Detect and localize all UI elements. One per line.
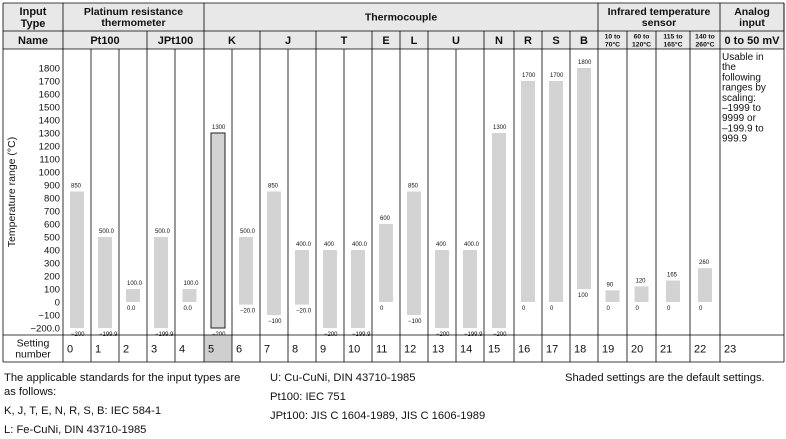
range-bar <box>407 192 421 316</box>
input-name: JPt100 <box>157 34 194 47</box>
bar-high-label: 400 <box>324 242 335 248</box>
range-bar <box>239 237 253 305</box>
standard-jpt100: JPt100: JIS C 1604-1989, JIS C 1606-1989 <box>270 410 486 422</box>
range-bar <box>606 290 620 302</box>
bar-low-label: −200 <box>71 332 85 338</box>
range-bar <box>463 250 477 328</box>
bar-high-label: 850 <box>268 183 279 190</box>
y-tick-label: 500 <box>43 232 60 244</box>
bar-high-label: 100.0 <box>183 281 199 287</box>
range-bar <box>267 192 281 316</box>
y-tick-label: 1300 <box>38 128 60 140</box>
bar-low-label: 0.0 <box>127 306 136 312</box>
bar-high-label: 1700 <box>522 73 536 79</box>
setting-number: 15 <box>488 343 501 356</box>
input-name: Pt100 <box>90 34 120 47</box>
setting-number: 18 <box>574 343 587 356</box>
analog-note-line: –199.9 to <box>722 123 764 135</box>
bar-high-label: 260 <box>699 260 710 267</box>
setting-number: 20 <box>631 343 644 356</box>
y-axis-label: Temperature range (°C) <box>6 136 18 248</box>
default-settings-note: Shaded settings are the default settings. <box>565 372 765 384</box>
bar-low-label: −100 <box>268 319 282 325</box>
standard-iec-584: K, J, T, E, N, R, S, B: IEC 584-1 <box>4 405 162 417</box>
analog-note-line: 999.9 <box>722 133 748 145</box>
input-type-label: Input <box>19 5 47 18</box>
range-bar <box>126 289 140 302</box>
y-tick-label: 800 <box>43 193 60 205</box>
bar-high-label: 500.0 <box>155 229 171 235</box>
bar-low-label: −199.9 <box>99 331 118 338</box>
bar-low-label: −200 <box>436 332 450 338</box>
name-label: Name <box>18 34 48 47</box>
analog-note-line: Usable in <box>722 52 764 63</box>
group-header: Analog <box>734 6 770 19</box>
setting-number: 2 <box>123 343 130 356</box>
bar-high-label: 1300 <box>493 125 507 131</box>
range-bar <box>295 250 309 305</box>
bar-low-label: −20.0 <box>296 308 312 315</box>
input-name: U <box>452 34 460 47</box>
setting-number: 6 <box>236 343 243 356</box>
input-name: 165°C <box>663 41 683 49</box>
bar-high-label: 1300 <box>212 125 226 131</box>
bar-low-label: −200 <box>324 332 338 338</box>
setting-number: 0 <box>67 343 74 356</box>
input-name: L <box>410 34 418 47</box>
input-name: B <box>580 34 588 47</box>
setting-number: 21 <box>660 343 673 356</box>
setting-number: 4 <box>179 343 186 356</box>
range-bar <box>351 250 365 328</box>
y-tick-label: 1200 <box>38 141 60 153</box>
range-bar-default <box>211 133 225 328</box>
y-tick-label: 1800 <box>38 63 60 75</box>
input-name: T <box>340 34 348 47</box>
input-name: 70°C <box>604 41 621 49</box>
analog-note-line: scaling: <box>722 92 756 104</box>
bar-high-label: 1800 <box>578 60 592 66</box>
bar-high-label: 400.0 <box>464 242 480 248</box>
range-bar <box>492 133 506 328</box>
bar-high-label: 500.0 <box>240 229 256 235</box>
analog-note-line: 9999 or <box>722 113 756 125</box>
y-tick-label: 1400 <box>38 115 60 127</box>
bar-high-label: 600 <box>380 216 391 222</box>
setting-number: 12 <box>404 343 417 356</box>
setting-number-label: number <box>15 348 51 361</box>
bar-low-label: 100 <box>578 293 589 299</box>
y-tick-label: 300 <box>43 258 60 270</box>
setting-number: 17 <box>546 343 559 356</box>
standards-intro: The applicable standards for the input types are as follows: <box>4 372 241 398</box>
bar-high-label: 400 <box>436 242 447 248</box>
bar-low-label: 0.0 <box>183 306 192 312</box>
input-type-label: Type <box>20 17 46 30</box>
bar-high-label: 1700 <box>550 73 564 79</box>
bar-low-label: −100 <box>408 319 422 325</box>
input-name: 10 to <box>604 33 621 41</box>
group-header: Infrared temperature <box>607 6 711 19</box>
range-bar <box>635 286 649 302</box>
bar-low-label: 0 <box>635 306 639 312</box>
input-name: 115 to <box>663 33 683 41</box>
setting-number: 16 <box>518 343 531 356</box>
y-tick-label: 700 <box>43 206 60 218</box>
bar-high-label: 120 <box>635 278 646 285</box>
input-name: E <box>382 34 390 47</box>
input-name: R <box>524 34 532 47</box>
bar-low-label: −199.9 <box>352 331 371 338</box>
bar-low-label: −199.9 <box>464 331 483 338</box>
input-name: 0 to 50 mV <box>724 34 780 47</box>
setting-number: 19 <box>602 343 615 356</box>
bar-high-label: 90 <box>606 282 614 289</box>
bar-low-label: 0 <box>699 306 703 312</box>
group-header: sensor <box>641 17 677 30</box>
bar-low-label: 0 <box>380 306 384 312</box>
bar-low-label: 0 <box>667 306 671 312</box>
range-bar <box>549 81 563 302</box>
bar-low-label: −199.9 <box>155 331 174 338</box>
y-tick-label: −200.0 <box>30 323 60 335</box>
bar-high-label: 850 <box>71 183 82 190</box>
bar-high-label: 500.0 <box>99 229 115 235</box>
setting-number: 1 <box>95 343 102 356</box>
input-name: S <box>552 34 560 47</box>
range-bar <box>98 237 112 328</box>
y-tick-label: 1500 <box>38 102 60 114</box>
input-name: 120°C <box>632 41 651 49</box>
range-bar <box>698 268 712 302</box>
standard-l-din: L: Fe-CuNi, DIN 43710-1985 <box>4 424 147 436</box>
y-tick-label: 0 <box>54 297 60 309</box>
group-header: thermometer <box>101 17 166 30</box>
range-bar <box>154 237 168 328</box>
y-tick-label: 100 <box>43 284 60 296</box>
bar-high-label: 850 <box>408 183 419 190</box>
analog-note-line: ranges by <box>722 82 766 94</box>
y-tick-label: −100 <box>38 310 60 322</box>
input-name: K <box>228 34 236 47</box>
bar-low-label: 0 <box>606 306 610 312</box>
setting-number: 3 <box>151 343 158 356</box>
bar-high-label: 400.0 <box>352 242 368 248</box>
group-header: Platinum resistance <box>83 6 184 19</box>
setting-number-label: Setting <box>16 337 50 350</box>
analog-note-line: following <box>722 72 761 84</box>
y-tick-label: 200 <box>43 271 60 283</box>
setting-number: 13 <box>432 343 445 356</box>
group-header: input <box>739 17 765 30</box>
bar-high-label: 100.0 <box>127 281 143 287</box>
setting-number: 9 <box>320 343 327 356</box>
input-name: J <box>284 34 292 47</box>
range-bar <box>183 289 197 302</box>
range-bar <box>666 281 680 302</box>
setting-number: 10 <box>348 343 361 356</box>
setting-number: 11 <box>376 343 388 356</box>
range-bar <box>577 68 591 289</box>
standard-u-din: U: Cu-CuNi, DIN 43710-1985 <box>270 372 416 384</box>
standard-pt100: Pt100: IEC 751 <box>270 391 346 403</box>
range-bar <box>435 250 449 328</box>
setting-number: 14 <box>460 343 473 356</box>
analog-note-line: the <box>722 62 736 74</box>
bar-low-label: −20.0 <box>240 308 256 315</box>
y-tick-label: 1100 <box>39 154 60 166</box>
y-tick-label: 400 <box>43 245 60 257</box>
analog-note-line: –1999 to <box>722 103 761 114</box>
input-name: N <box>495 34 503 47</box>
bar-high-label: 400.0 <box>296 242 312 248</box>
y-tick-label: 1600 <box>38 89 60 101</box>
setting-number: 22 <box>694 343 707 356</box>
range-bar <box>70 192 84 329</box>
input-name: 60 to <box>633 33 650 41</box>
bar-low-label: 0 <box>522 306 526 312</box>
y-tick-label: 600 <box>43 219 60 231</box>
range-bar <box>521 81 535 302</box>
bar-low-label: −200 <box>493 332 507 338</box>
input-name: 260°C <box>695 41 715 49</box>
range-bar <box>323 250 337 328</box>
y-tick-label: 900 <box>43 180 60 192</box>
setting-number: 7 <box>264 343 271 356</box>
setting-number: 8 <box>292 343 299 356</box>
y-tick-label: 1700 <box>38 76 60 88</box>
y-tick-label: 1000 <box>38 167 60 179</box>
setting-number: 23 <box>724 343 737 356</box>
setting-number: 5 <box>208 343 215 356</box>
input-name: 140 to <box>695 33 715 41</box>
bar-low-label: 0 <box>550 306 554 312</box>
range-bar <box>379 224 393 302</box>
group-header: Thermocouple <box>364 11 438 24</box>
bar-high-label: 165 <box>667 272 678 279</box>
